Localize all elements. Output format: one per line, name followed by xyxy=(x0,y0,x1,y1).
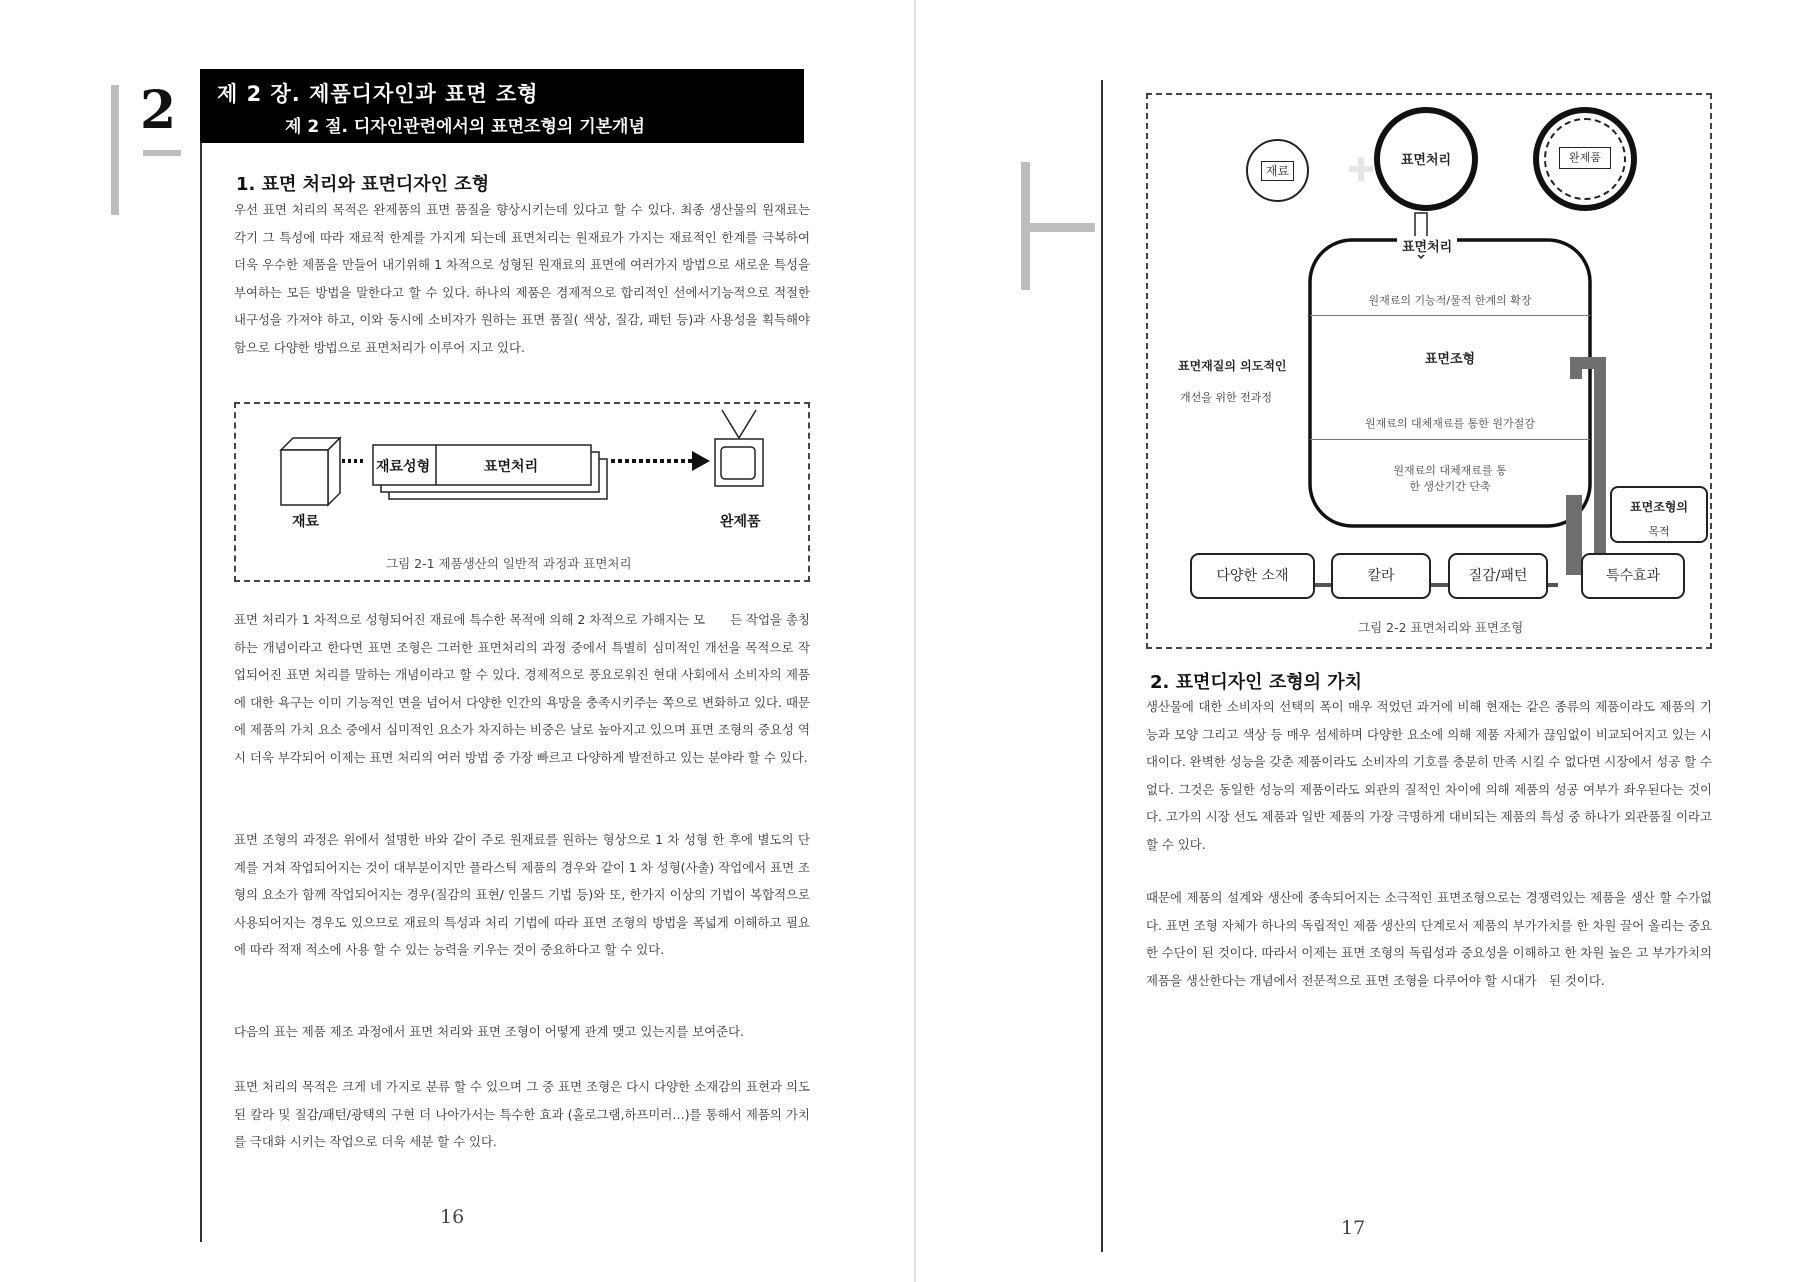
page-rule xyxy=(200,70,202,1242)
decorative-bar xyxy=(1021,223,1095,232)
figure-caption: 그림 2-1 제품생산의 일반적 과정과 표면처리 xyxy=(386,556,632,571)
paragraph: 다음의 표는 제품 제조 과정에서 표면 처리와 표면 조형이 어떻게 관계 맺고 있는지를 보여준다. xyxy=(234,1024,744,1039)
divider xyxy=(1310,315,1590,316)
section-title: 제 2 절. 디자인관련에서의 표면조형의 기본개념 xyxy=(285,117,645,137)
television-icon xyxy=(715,410,763,486)
side-label-line: 개선을 위한 전과정 xyxy=(1180,391,1273,404)
chapter-number-underline xyxy=(143,150,181,156)
bottom-box-texture-pattern: 질감/패턴 xyxy=(1448,553,1548,599)
paragraph: 표면 처리가 1 차적으로 성형되어진 재료에 특수한 목적에 의해 2 차적으로 가해지는 모 든 작업을 총칭하는 개념이라고 한다면 표면 조형은 그러한 표면처리의 과정 중에서 특별히 심미적인 개선을 목적으로 작업되어진 표면 처리를 말하는 개념이라고 할 수 있다. 경제적으로 풍요로워진 현대 사회에서 소비자의 제품에 대한 욕구는 이미 기능적인 면을 넘어서 다양한 인간의 욕망을 충족시키주는 쪽으로 변화하고 있다. 때문에 제품의 가치 요소 중에서 심미적인 요소가 차지하는 비중은 날로 높아지고 있으며 표면 조형의 중요성 역시 더욱 부각되어 이제는 표면 처리의 여러 방법 중 가장 빠르고 다양하게 발전하고 있는 분야라 할 수 있다. xyxy=(234,612,810,765)
decorative-bar xyxy=(111,85,119,215)
page-rule xyxy=(1101,80,1103,1252)
circle-finished-product xyxy=(1533,107,1637,211)
figure-production-process xyxy=(234,402,810,582)
box-title: 표면처리 xyxy=(1397,236,1457,255)
paragraph: 때문에 제품의 설계와 생산에 종속되어지는 소극적인 표면조형으로는 경쟁력있는 제품을 생산 할 수가없다. 표면 조형 자체가 하나의 독립적인 제품 생산의 단계로서 제품의 부가가치를 한 차원 끌어 올리는 중요한 수단이 된 것이다. 따라서 이제는 표면 조형의 독립성과 중요성을 이해하고 한 차원 높은 고 부가가치의 제품을 생산한다는 개념에서 전문적으로 표면 조형을 다루어야 할 시대가 된 것이다. xyxy=(1146,890,1712,988)
bottom-box-color: 칼라 xyxy=(1331,553,1431,599)
box-item: 원재료의 대체재료를 통한 원가절감 xyxy=(1365,417,1535,430)
gray-connector xyxy=(1566,357,1606,575)
plus-icon xyxy=(1349,157,1373,181)
section-heading: 1. 표면 처리와 표면디자인 조형 xyxy=(236,174,490,195)
chapter-number: 2 xyxy=(140,80,177,141)
purpose-label: 목적 xyxy=(1648,525,1670,538)
circle-label: 표면처리 xyxy=(1400,153,1452,168)
box-item: 원재료의 기능적/물적 한계의 확장 xyxy=(1368,294,1532,307)
paragraph: 표면 조형의 과정은 위에서 설명한 바와 같이 주로 원재료를 원하는 형상으로 1 차 성형 한 후에 별도의 단계를 거쳐 작업되어지는 것이 대부분이지만 플라스틱 제품의 경우와 같이 1 차 성형(사출) 작업에서 표면 조형의 요소가 함께 작업되어지는 경우(질감의 표현/ 인몰드 기법 등)와 또, 한가지 이상의 기법이 복합적으로 사용되어지는 경우도 있으므로 재료의 특성과 처리 기법에 따라 표면 조형의 방법을 폭넓게 이해하고 필요에 따라 적재 적소에 사용 할 수 있는 능력을 키우는 것이 중요하다고 할 수 있다. xyxy=(234,832,810,957)
section-heading: 2. 표면디자인 조형의 가치 xyxy=(1150,672,1363,693)
figure-surface-treatment-diagram xyxy=(1146,93,1712,649)
circle-surface-treatment xyxy=(1374,107,1478,211)
box-item: 표면조형 xyxy=(1424,352,1476,367)
chapter-title: 제 2 장. 제품디자인과 표면 조형 xyxy=(217,82,539,106)
cube-icon xyxy=(281,438,340,505)
circle-label: 재료 xyxy=(1261,161,1294,181)
label-material: 재료 xyxy=(292,514,320,530)
figure-caption: 그림 2-2 표면처리와 표면조형 xyxy=(1358,620,1524,635)
divider xyxy=(1310,439,1590,440)
box-item: 원재료의 대체재료를 통한 생산기간 단축 xyxy=(1393,464,1507,493)
purpose-box xyxy=(1610,486,1708,543)
chapter-banner xyxy=(200,69,804,143)
label-forming: 재료성형 xyxy=(376,459,431,475)
label-surface-treatment: 표면처리 xyxy=(484,459,539,475)
label-finished-product: 완제품 xyxy=(720,514,761,530)
paragraph: 표면 처리의 목적은 크게 네 가지로 분류 할 수 있으며 그 중 표면 조형은 다시 다양한 소재감의 표현과 의도된 칼라 및 질감/패턴/광택의 구현 더 나아가서는 특수한 효과 (홀로그램,하프미러…)를 통해서 제품의 가치를 극대화 시키는 작업으로 더욱 세분 할 수 있다. xyxy=(234,1079,810,1149)
circle-label: 완제품 xyxy=(1559,147,1611,169)
paragraph: 생산물에 대한 소비자의 선택의 폭이 매우 적었던 과거에 비해 현재는 같은 종류의 제품이라도 제품의 기능과 모양 그리고 색상 등 매우 섬세하며 다양한 요소에 의해 제품 자체가 끊임없이 비교되어지고 있는 시대이다. 완벽한 성능을 갖춘 제품이라도 소비자의 기호를 충분히 만족 시킬 수 없다면 시장에서 성공 할 수 없다. 그것은 동일한 성능의 제품이라도 외관의 질적인 차이에 의해 제품의 성공 여부가 좌우된다는 것이다. 고가의 시장 선도 제품과 일반 제품의 가장 극명하게 대비되는 제품의 특성 중 하나가 외관품질 이라고 할 수 있다. xyxy=(1146,699,1712,852)
side-label-line: 표면재질의 의도적인 xyxy=(1178,359,1287,373)
page-number: 16 xyxy=(440,1206,465,1228)
dotted-arrow-icon xyxy=(611,451,710,471)
right-page xyxy=(916,0,1811,1282)
bottom-box-materials: 다양한 소재 xyxy=(1190,553,1315,599)
paragraph: 우선 표면 처리의 목적은 완제품의 표면 품질을 향상시키는데 있다고 할 수 있다. 최종 생산물의 원재료는 각기 그 특성에 따라 재료적 한계를 가지게 되는데 표면처리는 원재료가 가지는 재료적인 한계를 극복하여 더욱 우수한 제품을 만들어 내기위해 1 차적으로 성형된 원재료의 표면에 여러가지 방법으로 새로운 특성을 부여하는 모든 방법을 말한다고 할 수 있다. 하나의 제품은 경제적으로 합리적인 선에서기능적으로 적절한 내구성을 가져야 하고, 이와 동시에 소비자가 원하는 표면 품질( 색상, 질감, 패턴 등)과 사용성을 획득해야 함으로 다양한 방법으로 표면처리가 이루어 지고 있다. xyxy=(234,202,810,355)
page-number: 17 xyxy=(1341,1217,1366,1239)
bottom-box-special-effects: 특수효과 xyxy=(1581,553,1685,599)
purpose-label: 표면조형의 xyxy=(1630,500,1688,514)
circle-material xyxy=(1246,139,1309,202)
